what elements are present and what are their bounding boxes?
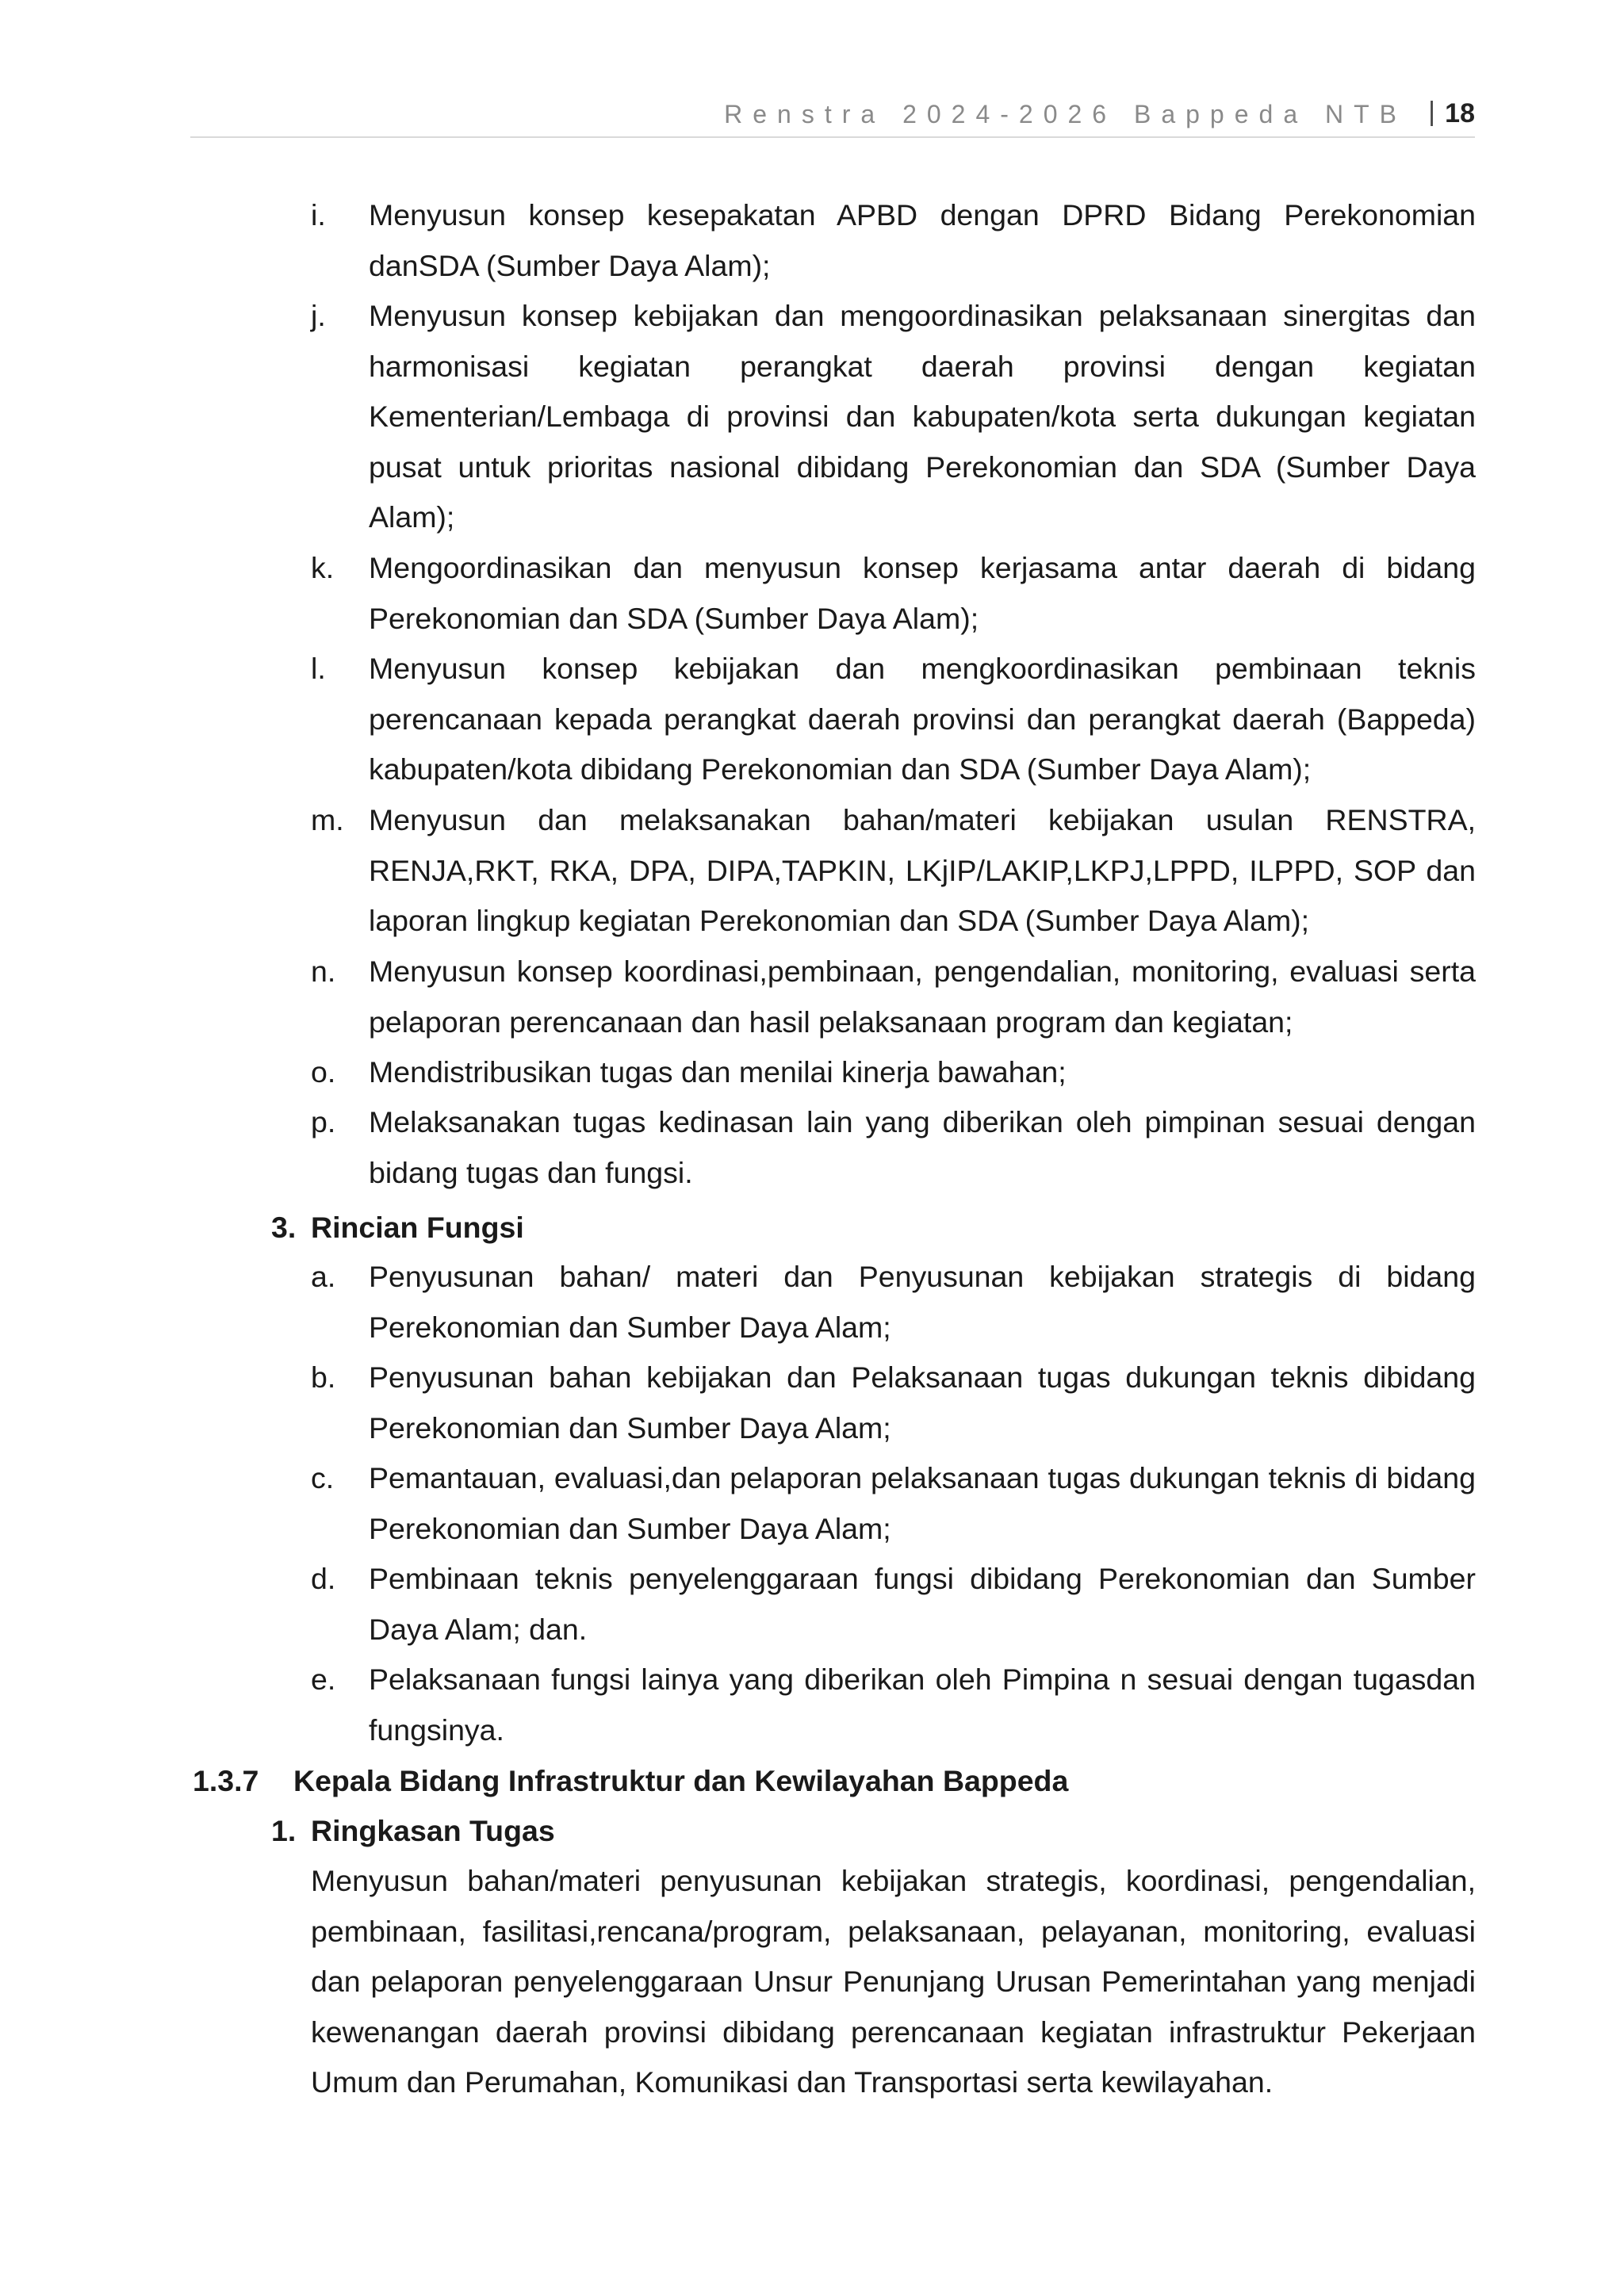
list-item-text: Mendistribusikan tugas dan menilai kinerja bawahan; — [369, 1055, 1067, 1089]
list-marker: j. — [311, 299, 326, 332]
list-item-text: Pembinaan teknis penyelenggaraan fungsi dibidang Perekonomian dan Sumber Daya Alam; dan. — [369, 1562, 1476, 1646]
list-marker: n. — [311, 955, 336, 988]
list-marker: d. — [311, 1562, 336, 1595]
header-title: Renstra 2024-2026 Bappeda NTB — [724, 100, 1407, 128]
list-item-text: Penyusunan bahan/ materi dan Penyusunan kebijakan strategis di bidang Perekonomian dan Sumber Daya Alam; — [369, 1260, 1476, 1344]
list-marker: i. — [311, 198, 326, 232]
list-item-text: Penyusunan bahan kebijakan dan Pelaksanaan tugas dukungan teknis dibidang Perekonomian dan Sumber Daya Alam; — [369, 1360, 1476, 1445]
list-marker: e. — [311, 1663, 336, 1696]
header-divider — [190, 136, 1475, 138]
list-item-text: Melaksanakan tugas kedinasan lain yang diberikan oleh pimpinan sesuai dengan bidang tugas dan fungsi. — [369, 1105, 1476, 1189]
subsection-number: 1.3.7 — [193, 1764, 259, 1797]
section-title: Ringkasan Tugas — [311, 1814, 555, 1847]
page-header — [190, 97, 1475, 141]
list-item-text: Menyusun konsep kebijakan dan mengoordinasikan pelaksanaan sinergitas dan harmonisasi kegiatan perangkat daerah provinsi dengan kegiatan Kementerian/Lembaga di provinsi dan kabupaten/kota serta dukungan kegiatan pusat untuk prioritas nasional dibidang Perekonomian dan SDA (Sumber Daya Alam); — [369, 299, 1476, 534]
list-item-text: Mengoordinasikan dan menyusun konsep kerjasama antar daerah di bidang Perekonomian dan SDA (Sumber Daya Alam); — [369, 551, 1476, 635]
list-marker: m. — [311, 803, 344, 836]
list-marker: l. — [311, 652, 326, 685]
list-marker: o. — [311, 1055, 336, 1089]
header-separator: | — [1428, 97, 1435, 127]
subsection-title: Kepala Bidang Infrastruktur dan Kewilayahan Bappeda — [293, 1764, 1069, 1797]
list-item-text: Menyusun konsep kesepakatan APBD dengan DPRD Bidang Perekonomian danSDA (Sumber Daya Alam); — [369, 198, 1476, 282]
list-item-text: Menyusun dan melaksanakan bahan/materi kebijakan usulan RENSTRA, RENJA,RKT, RKA, DPA, DIPA,TAPKIN, LKjIP/LAKIP,LKPJ,LPPD, ILPPD, SOP dan laporan lingkup kegiatan Perekonomian dan SDA (Sumber Daya Alam); — [369, 803, 1476, 937]
list-item-text: Pelaksanaan fungsi lainya yang diberikan oleh Pimpina n sesuai dengan tugasdan fungsinya. — [369, 1663, 1476, 1747]
section-number: 1. — [271, 1814, 297, 1847]
page-number: 18 — [1445, 98, 1475, 128]
list-item-text: Menyusun konsep koordinasi,pembinaan, pengendalian, monitoring, evaluasi serta pelaporan perencanaan dan hasil pelaksanaan program dan kegiatan; — [369, 955, 1476, 1039]
section-number: 3. — [271, 1211, 297, 1244]
section-title: Rincian Fungsi — [311, 1211, 524, 1244]
list-marker: p. — [311, 1105, 336, 1138]
list-item-text: Pemantauan, evaluasi,dan pelaporan pelaksanaan tugas dukungan teknis di bidang Perekonomian dan Sumber Daya Alam; — [369, 1461, 1476, 1545]
list-item-text: Menyusun konsep kebijakan dan mengkoordinasikan pembinaan teknis perencanaan kepada perangkat daerah provinsi dan perangkat daerah (Bappeda) kabupaten/kota dibidang Perekonomian dan SDA (Sumber Daya Alam); — [369, 652, 1476, 786]
list-marker: c. — [311, 1461, 335, 1494]
list-marker: b. — [311, 1360, 336, 1394]
list-marker: a. — [311, 1260, 336, 1293]
paragraph-text: Menyusun bahan/materi penyusunan kebijakan strategis, koordinasi, pengendalian, pembinaan, fasilitasi,rencana/program, pelaksanaan, pelayanan, monitoring, evaluasi dan pelaporan penyelenggaraan Unsur Penunjang Urusan Pemerintahan yang menjadi kewenangan daerah provinsi dibidang perencanaan kegiatan infrastruktur Pekerjaan Umum dan Perumahan, Komunikasi dan Transportasi serta kewilayahan. — [311, 1864, 1476, 2099]
list-marker: k. — [311, 551, 335, 584]
